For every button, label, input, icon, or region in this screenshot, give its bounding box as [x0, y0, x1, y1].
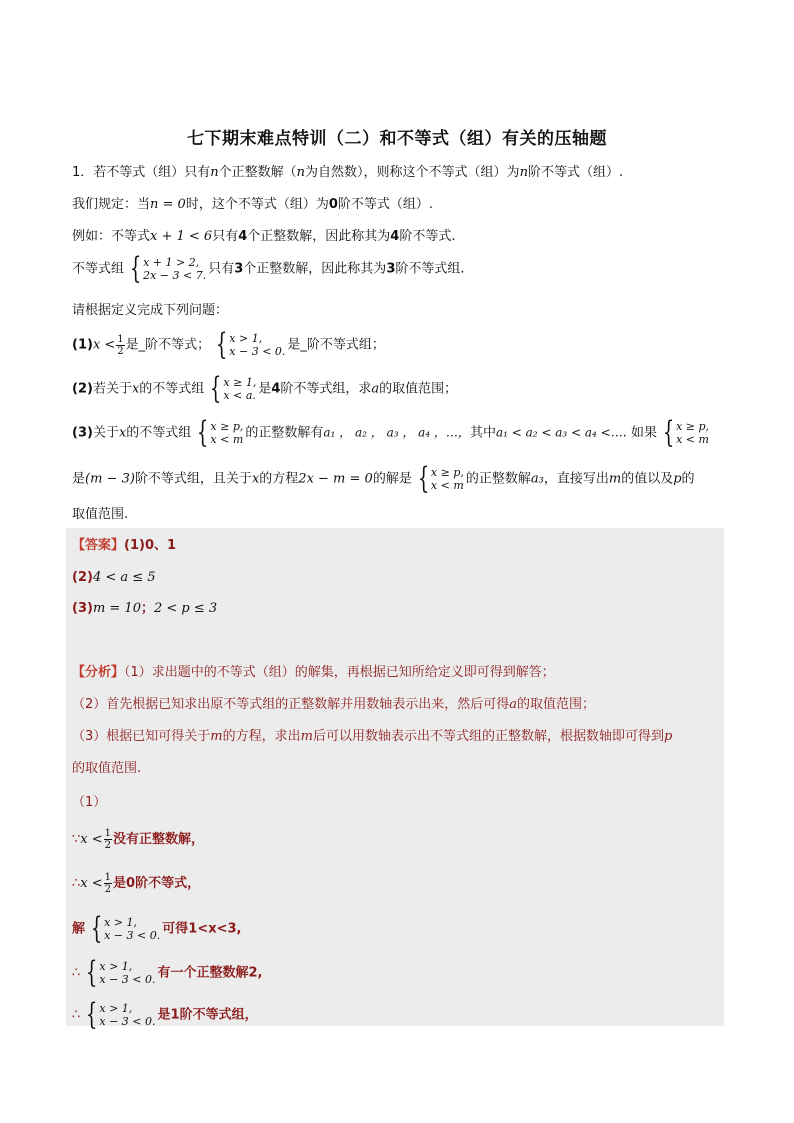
question-line-2: 我们规定：当n = 0时，这个不等式（组）为0阶不等式（组）. — [72, 197, 434, 212]
analysis-step-5: ∴ { x > 1, x − 3 < 0. 是1阶不等式组， — [72, 997, 258, 1032]
answer-line-2: (2)4 < a ≤ 5 — [72, 570, 156, 585]
analysis-step-1: ∵x < $\frac{1}{2}$ 没有正整数解， — [72, 828, 205, 851]
analysis-step-3: 解 { x > 1, x − 3 < 0. 可得1<x<3, — [72, 911, 242, 946]
analysis-step-4: ∴ { x > 1, x − 3 < 0. 有一个正整数解2, — [72, 955, 263, 990]
question-line-1: 1．若不等式（组）只有n个正整数解（n为自然数），则称这个不等式（组）为n阶不等式（组）. — [72, 165, 624, 180]
question-part-3-end: 取值范围. — [72, 507, 129, 522]
question-line-3: 例如：不等式x + 1 < 6只有4个正整数解，因此称其为4阶不等式. — [72, 229, 456, 244]
question-line-4: 不等式组 { x + 1 > 2, 2x − 3 < 7. 只有3个正整数解，因此称其为3阶不等式组. — [72, 251, 465, 286]
page-title: 七下期末难点特训（二）和不等式（组）有关的压轴题 — [187, 129, 607, 149]
answer-line-3: (3)m = 10；2 < p ≤ 3 — [72, 601, 218, 616]
analysis-line-1: 【分析】（1）求出题中的不等式（组）的解集，再根据已知所给定义即可得到解答； — [72, 665, 555, 680]
fraction: $\frac{1}{2}$ — [104, 872, 112, 895]
inequality-system: { x ≥ 1, x < a. — [210, 371, 257, 406]
question-line-5: 请根据定义完成下列问题： — [72, 303, 229, 318]
analysis-step-2: ∴x < $\frac{1}{2}$ 是0阶不等式， — [72, 872, 201, 895]
analysis-part-1: （1） — [72, 795, 107, 810]
inequality-system: { x + 1 > 2, 2x − 3 < 7. — [129, 251, 207, 286]
fraction: $\frac{1}{2}$ — [117, 333, 124, 357]
analysis-line-2: （2）首先根据已知求出原不等式组的正整数解并用数轴表示出来，然后可得a的取值范围； — [72, 697, 596, 712]
answer-line-1: 【答案】(1)0、1 — [72, 538, 177, 553]
analysis-line-4: 的取值范围. — [72, 761, 142, 776]
inequality-system: { x > 1, x − 3 < 0. — [216, 327, 286, 362]
question-part-1: (1)x < $\frac{1}{2}$ 是_阶不等式； { x > 1, x − 3 < 0. 是_阶不等式组； — [72, 327, 385, 362]
analysis-line-3: （3）根据已知可得关于m的方程，求出m后可以用数轴表示出不等式组的正整数解，根据数轴即可得到p — [72, 729, 673, 744]
inequality-system: { x ≥ p, x < m — [417, 461, 464, 496]
inequality-system: { x > 1, x − 3 < 0. — [86, 997, 156, 1032]
question-part-3: (3)关于x的不等式组 { x ≥ p, x < m 的正整数解有a₁ ， a₂ ， a₃ ， a₄ ，…，其中a₁ < a₂ < a₃ < a₄ <…. 如果 { x ≥ p, x < m — [72, 415, 710, 450]
inequality-system: { x > 1, x − 3 < 0. — [86, 955, 156, 990]
fraction: $\frac{1}{2}$ — [104, 828, 112, 851]
inequality-system: { x ≥ p, x < m — [197, 415, 244, 450]
question-part-3-cont: 是(m − 3)阶不等式组，且关于x的方程2x − m = 0的解是 { x ≥ p, x < m 的正整数解a₃，直接写出m的值以及p的 — [72, 461, 695, 496]
inequality-system: { x > 1, x − 3 < 0. — [90, 911, 161, 946]
question-part-2: (2)若关于x的不等式组 { x ≥ 1, x < a. 是4阶不等式组，求a的取值范围； — [72, 371, 458, 406]
inequality-system: { x ≥ p, x < m — [662, 415, 710, 450]
